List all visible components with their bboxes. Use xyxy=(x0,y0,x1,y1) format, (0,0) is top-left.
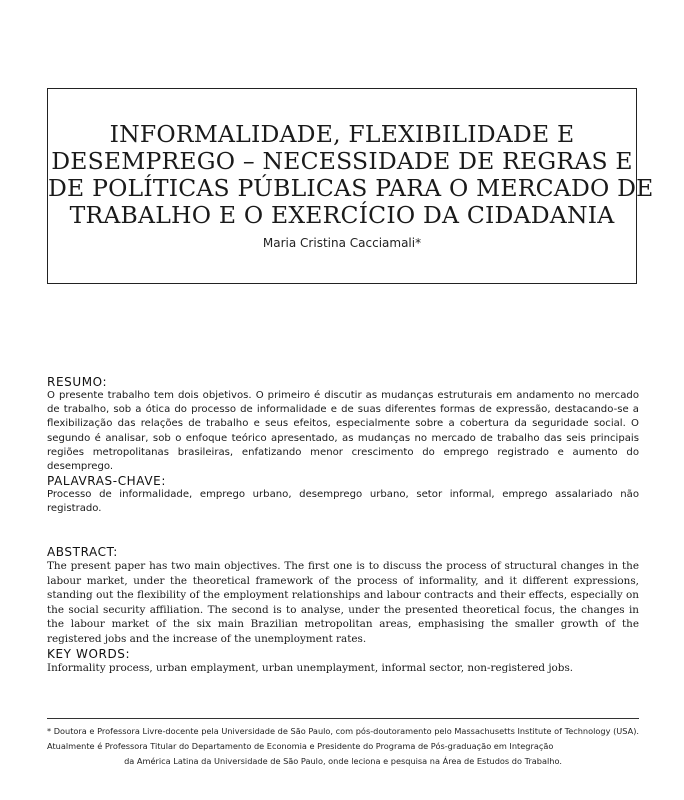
palavras-chave-text: Processo de informalidade, emprego urbano, desemprego urbano, setor informal, emprego assalariado não registrado. xyxy=(47,489,639,515)
title-box xyxy=(47,88,654,284)
key-words-heading: KEY WORDS: xyxy=(47,646,131,661)
title-line: DESEMPREGO – NECESSIDADE DE REGRAS E xyxy=(51,147,633,175)
footnote-last-line: da América Latina da Universidade de São Paulo, onde leciona e pesquisa na Área de Estudos do Trabalho. xyxy=(124,756,562,766)
title-line: TRABALHO E O EXERCÍCIO DA CIDADANIA xyxy=(69,201,615,229)
footnote xyxy=(47,724,639,769)
abstract-section xyxy=(47,545,639,675)
palavras-chave-heading: PALAVRAS-CHAVE: xyxy=(47,474,166,489)
footnote-text: * Doutora e Professora Livre-docente pela Universidade de São Paulo, com pós-doutoramento pelo Massachusetts Institute of Technology (USA). Atualmente é Professora Titular do Departamento de Economia e Presidente do Programa de Pós-graduação em Integração xyxy=(47,726,639,751)
key-words-text: Informality process, urban emplayment, urban unemplayment, informal sector, non-registered jobs. xyxy=(47,661,574,674)
title-line: INFORMALIDADE, FLEXIBILIDADE E xyxy=(109,120,575,148)
title-line: DE POLÍTICAS PÚBLICAS PARA O MERCADO DE xyxy=(48,174,654,202)
paper-title xyxy=(48,120,654,229)
resumo-text: O presente trabalho tem dois objetivos. O primeiro é discutir as mudanças estruturais em andamento no mercado de trabalho, sob a ótica do processo de informalidade e de suas diferentes formas de expressão, destacando-se a flexibilização das relações de trabalho e seus efeitos, especialmente sobre a cobertura da seguridade social. O segundo é analisar, sob o enfoque teórico apresentado, as mudanças no mercado de trabalho das seis principais regiões metropolitanas brasileiras, enfatizando menor crescimento do emprego registrado e aumento do desemprego. xyxy=(47,390,639,473)
abstract-text: The present paper has two main objectives. The first one is to discuss the process of structural changes in the labour market, under the theoretical framework of the process of informality, and it different expressions, standing out the flexibility of the employment relationships and labour contracts and their effects, especially on the social security affiliation. The second is to analyse, under the presented theoretical focus, the changes in the labour market of the six main Brazilian metropolitan areas, emphasising the smaller growth of the registered jobs and the increase of the unemployment rates. xyxy=(47,560,639,645)
abstract-heading: ABSTRACT: xyxy=(47,545,118,559)
author-name: Maria Cristina Cacciamali* xyxy=(262,236,422,250)
resumo-heading: RESUMO: xyxy=(47,375,108,389)
footnote-divider xyxy=(47,718,639,719)
resumo-section xyxy=(47,375,639,517)
